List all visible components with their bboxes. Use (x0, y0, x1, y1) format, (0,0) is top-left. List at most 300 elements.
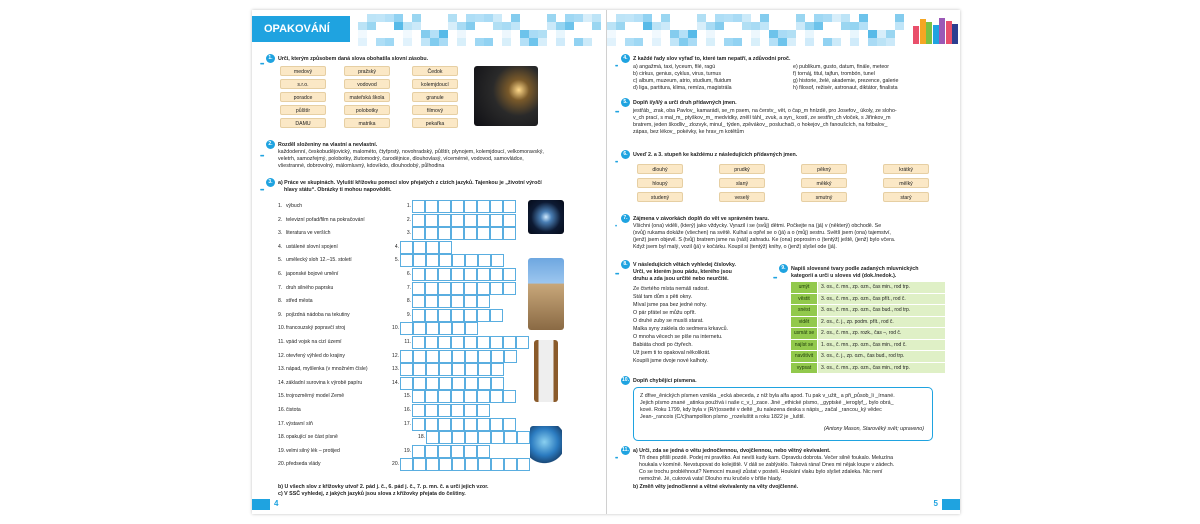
crossword-cell[interactable] (491, 254, 504, 267)
crossword-clue-number: 8. (278, 298, 283, 305)
table-row (791, 340, 945, 351)
word-chip: mělký (883, 178, 929, 188)
mosaic-tile (421, 38, 430, 46)
ex8-number: 8. (621, 260, 630, 269)
mosaic-tile (733, 14, 742, 22)
crossword-cell[interactable] (490, 268, 503, 281)
crossword-cell[interactable] (439, 377, 452, 390)
ex4-row: d) liga, partitura, klima, remíza, magistrála (633, 85, 732, 91)
mosaic-tile (592, 22, 601, 30)
crossword-row-number: 15. (404, 393, 411, 400)
sentence-line: Už jsem ti to opakoval několikrát. (633, 350, 711, 356)
crossword-cell[interactable] (503, 227, 516, 240)
ex5-number: 5. (621, 98, 630, 107)
mosaic-tile (679, 38, 688, 46)
book-spine (933, 25, 939, 44)
crossword-cell[interactable] (465, 363, 478, 376)
verb-cell: umýt (791, 282, 817, 293)
mosaic-tile (430, 38, 439, 46)
crossword-clue-number: 1. (278, 203, 283, 209)
mosaic-tile (403, 38, 412, 46)
crossword-cell[interactable] (478, 254, 491, 267)
mosaic-tile (385, 14, 394, 22)
crossword-cell[interactable] (451, 227, 464, 240)
crossword-cell[interactable] (425, 336, 438, 349)
mosaic-tile (643, 14, 652, 22)
crossword-cell[interactable] (412, 445, 425, 458)
ex11-number: 11. (622, 447, 629, 453)
mosaic-tile (886, 30, 895, 38)
category-cell: 3. os., č. mn., zp. ozn., čas přít., rod č. (818, 294, 945, 305)
crossword-cell[interactable] (451, 390, 464, 403)
crossword-cell[interactable] (400, 254, 413, 267)
crossword-cell[interactable] (490, 390, 503, 403)
crossword-cell[interactable] (504, 431, 517, 444)
crossword-cell[interactable] (438, 404, 451, 417)
crossword-cell[interactable] (464, 309, 477, 322)
mosaic-tile (796, 22, 805, 30)
crossword-cell[interactable] (452, 322, 465, 335)
crossword-cell[interactable] (491, 363, 504, 376)
crossword-cell[interactable] (490, 309, 503, 322)
mosaic-tile (547, 22, 556, 30)
gothic-cathedral-photo (528, 258, 564, 330)
crossword-clue-number: 9. (278, 311, 283, 318)
verb-cell: vypsat (791, 363, 817, 374)
ex6-number: 6. (621, 150, 630, 159)
crossword-clue: pojízdná nádoba na tekutiny (286, 311, 350, 318)
crossword-cell[interactable] (465, 431, 478, 444)
crossword-clue: televizní pořad/film na pokračování (286, 216, 365, 223)
crossword-cell[interactable] (425, 268, 438, 281)
crossword-cell[interactable] (452, 363, 465, 376)
crossword-cell[interactable] (452, 377, 465, 390)
book-spine (913, 26, 919, 44)
guillotine-photo (534, 340, 558, 402)
crossword-cell[interactable] (400, 363, 413, 376)
crossword-cell[interactable] (464, 227, 477, 240)
crossword-cell[interactable] (412, 309, 425, 322)
crossword-cell[interactable] (451, 214, 464, 227)
ex8-title: V následujících větách vyhledej číslovky. (633, 262, 736, 268)
difficulty-dots: • (615, 224, 617, 230)
crossword-cell[interactable] (477, 282, 490, 295)
mosaic-tile (493, 14, 502, 22)
crossword-cell[interactable] (451, 336, 464, 349)
crossword-clue-number: 13. (278, 366, 286, 373)
crossword-cell[interactable] (439, 458, 452, 471)
crossword-cell[interactable] (503, 200, 516, 213)
difficulty-dots: •• (615, 64, 618, 70)
crossword-cell[interactable] (412, 214, 425, 227)
ex11-line: nemožné. Jé, cukrová vata! Dlouho mu kručelo v břiše hlady. (639, 476, 782, 482)
crossword-cell[interactable] (413, 241, 426, 254)
category-cell: 1. os., č. mn., zp. ozn., čas min., rod č. (818, 340, 945, 351)
mosaic-tile (547, 14, 556, 22)
crossword-cell[interactable] (438, 282, 451, 295)
crossword-row-number: 19. (404, 447, 411, 454)
category-cell: 3. os., č. mn., zp. ozn., čas min., rod trp. (818, 363, 945, 374)
mosaic-tile (697, 22, 706, 30)
crossword-clue: trojrozměrný model Země (286, 393, 345, 400)
mosaic-tile (475, 38, 484, 46)
mosaic-tile (403, 30, 412, 38)
crossword-row-number: 14. (392, 379, 399, 386)
crossword-cell[interactable] (464, 336, 477, 349)
crossword-cell[interactable] (478, 363, 491, 376)
mosaic-tile (751, 30, 760, 38)
crossword-cell[interactable] (503, 336, 516, 349)
crossword-cell[interactable] (438, 200, 451, 213)
mosaic-tile (895, 22, 904, 30)
crossword-cell[interactable] (425, 200, 438, 213)
crossword-cell[interactable] (464, 390, 477, 403)
crossword-cell[interactable] (503, 268, 516, 281)
mosaic-tile (787, 38, 796, 46)
difficulty-dots: ••• (615, 272, 619, 278)
mosaic-tile (556, 22, 565, 30)
crossword-cell[interactable] (412, 336, 425, 349)
crossword-cell[interactable] (413, 458, 426, 471)
crossword-cell[interactable] (412, 227, 425, 240)
crossword-clue: ustálené slovní spojení (286, 243, 338, 250)
crossword-cell[interactable] (477, 404, 490, 417)
sentence-line: Koupili jsme dvoje nové kalhoty. (633, 358, 708, 364)
ex11-line: Tři dnes přišli pozdě. Podej mi pravítko. Asi nevíš kudy kam. Opravdu dobrota. Večer silně foukalo. Meluzína (639, 455, 894, 461)
crossword-cell[interactable] (465, 350, 478, 363)
mosaic-tile (850, 22, 859, 30)
crossword-cell[interactable] (439, 254, 452, 267)
crossword-cell[interactable] (516, 336, 529, 349)
mosaic-tile (652, 38, 661, 46)
ex1-title: Urči, kterým způsobem daná slova obohatila slovní zásobu. (278, 56, 429, 62)
ex11-line: Co se trochu probléhnout? Nemocní musejí zůstat v posteli. Houkání vlaku bylo slyšet zdaleka. Nic není (639, 469, 883, 475)
crossword-row-number: 7. (406, 284, 411, 291)
crossword-cell[interactable] (412, 390, 425, 403)
crossword-cell[interactable] (517, 431, 530, 444)
crossword-cell[interactable] (412, 200, 425, 213)
crossword-cell[interactable] (425, 404, 438, 417)
crossword-clue: předseda vlády (286, 461, 321, 468)
crossword-cell[interactable] (478, 350, 491, 363)
crossword-cell[interactable] (426, 254, 439, 267)
crossword-cell[interactable] (425, 390, 438, 403)
crossword-cell[interactable] (503, 282, 516, 295)
sentence-line: O druhé zuby se musíš starat. (633, 318, 704, 324)
word-chip: měkký (801, 178, 847, 188)
crossword-cell[interactable] (477, 418, 490, 431)
film-projector-photo (474, 66, 538, 126)
crossword-cell[interactable] (503, 214, 516, 227)
mosaic-tile (574, 14, 583, 22)
mosaic-tile (556, 30, 565, 38)
crossword-cell[interactable] (413, 322, 426, 335)
crossword-clue-number: 20. (278, 461, 286, 468)
verb-cell: usmát se (791, 328, 817, 339)
crossword-cell[interactable] (451, 309, 464, 322)
crossword-cell[interactable] (464, 418, 477, 431)
mosaic-tile (448, 14, 457, 22)
word-chip: mateřská škola (344, 92, 390, 102)
ex5-line: bratrem, jeden škodliv_ zlozvyk, minul_ týden, zpěvákov_ posluchači, o hokejov_ch fanoušcích, na fotbalov_ (633, 122, 888, 128)
crossword-cell[interactable] (439, 322, 452, 335)
crossword-cell[interactable] (425, 282, 438, 295)
crossword-cell[interactable] (438, 336, 451, 349)
mosaic-tile (877, 30, 886, 38)
word-chip: hloupý (637, 178, 683, 188)
crossword-cell[interactable] (413, 377, 426, 390)
ex3-title: a) Práce ve skupinách. Vyluští křížovku pomocí slov přejatých z cizích jazyků. Tajenkou je „životní výročí (278, 180, 542, 186)
mosaic-tile (832, 14, 841, 22)
crossword-cell[interactable] (477, 227, 490, 240)
crossword-cell[interactable] (425, 445, 438, 458)
mosaic-tile (493, 22, 502, 30)
mosaic-tile (466, 14, 475, 22)
crossword-cell[interactable] (451, 282, 464, 295)
verb-cell: snést (791, 305, 817, 316)
mosaic-tile (412, 22, 421, 30)
crossword-cell[interactable] (426, 241, 439, 254)
crossword-cell[interactable] (464, 445, 477, 458)
crossword-cell[interactable] (503, 390, 516, 403)
crossword-cell[interactable] (412, 295, 425, 308)
ex4-row: c) album, muzeum, atrio, studium, fluidum (633, 78, 732, 84)
crossword-cell[interactable] (490, 200, 503, 213)
mosaic-tile (760, 22, 769, 30)
mosaic-tile (733, 38, 742, 46)
crossword-cell[interactable] (400, 241, 413, 254)
word-chip: smutný (801, 192, 847, 202)
crossword-cell[interactable] (400, 458, 413, 471)
crossword-cell[interactable] (426, 377, 439, 390)
crossword-row-number: 5. (394, 257, 399, 264)
crossword-row-number: 2. (406, 216, 411, 223)
crossword-cell[interactable] (517, 458, 530, 471)
crossword-cell[interactable] (425, 309, 438, 322)
crossword-cell[interactable] (412, 404, 425, 417)
crossword-clue-number: 10. (278, 325, 286, 332)
ex5-line: zápas, bez lékov_ pokévky, ke hrav_m kotětům (633, 129, 744, 135)
crossword-cell[interactable] (464, 295, 477, 308)
crossword-cell[interactable] (464, 404, 477, 417)
crossword-cell[interactable] (412, 268, 425, 281)
crossword-cell[interactable] (451, 268, 464, 281)
crossword-clue-number: 19. (278, 447, 286, 454)
crossword-cell[interactable] (477, 336, 490, 349)
crossword-cell[interactable] (426, 350, 439, 363)
table-row (791, 351, 945, 362)
crossword-cell[interactable] (504, 350, 517, 363)
mosaic-tile (430, 30, 439, 38)
crossword-cell[interactable] (400, 377, 413, 390)
word-chip: s.r.o. (280, 79, 326, 89)
crossword-cell[interactable] (477, 214, 490, 227)
word-chip: studený (637, 192, 683, 202)
mosaic-tile (538, 38, 547, 46)
mosaic-tile (841, 14, 850, 22)
crossword-cell[interactable] (478, 458, 491, 471)
ex2-title: Rozděl složeniny na vlastní a nevlastní. (278, 142, 378, 148)
mosaic-tile (670, 30, 679, 38)
crossword-cell[interactable] (451, 418, 464, 431)
crossword-cell[interactable] (439, 350, 452, 363)
mosaic-tile (616, 14, 625, 22)
book-spine (920, 19, 926, 44)
crossword-cell[interactable] (426, 322, 439, 335)
crossword-clue-number: 4. (278, 243, 283, 250)
crossword-cell[interactable] (426, 363, 439, 376)
ex3-part-c: c) V SSČ vyhledej, z jakých jazyků jsou slova z křížovky přejata do češtiny. (278, 491, 466, 497)
mosaic-tile (895, 14, 904, 22)
mosaic-tile (484, 14, 493, 22)
crossword-cell[interactable] (464, 214, 477, 227)
crossword-cell[interactable] (465, 254, 478, 267)
crossword-cell[interactable] (438, 445, 451, 458)
crossword-cell[interactable] (439, 363, 452, 376)
crossword-cell[interactable] (426, 431, 439, 444)
mosaic-tile (868, 38, 877, 46)
crossword-cell[interactable] (439, 431, 452, 444)
table-row (791, 328, 945, 339)
crossword-clue-number: 16. (278, 407, 286, 413)
ex2-line: každodenní, českobudějovický, malométo, čtyřprstý, novohradský, půlštír, plynojem, kolemjdoucí, velkomoravský, (278, 149, 544, 155)
mosaic-tile (832, 38, 841, 46)
ex2-line: všestranné, dobrovolný, málomluvný, kdovíkdo, dlouhodobý, půlhodina (278, 163, 445, 169)
crossword-cell[interactable] (477, 268, 490, 281)
crossword-cell[interactable] (425, 295, 438, 308)
sentence-line: Malka syny zaklela do sedmera krkavců. (633, 326, 729, 332)
crossword-cell[interactable] (438, 227, 451, 240)
mosaic-tile (724, 14, 733, 22)
crossword-cell[interactable] (503, 418, 516, 431)
mosaic-tile (358, 30, 367, 38)
crossword-cell[interactable] (452, 350, 465, 363)
crossword-cell[interactable] (400, 350, 413, 363)
crossword-cell[interactable] (477, 390, 490, 403)
mosaic-tile (688, 38, 697, 46)
crossword-cell[interactable] (490, 214, 503, 227)
category-cell: 3. os., č. mn., zp. ozn., čas bud., rod trp. (818, 305, 945, 316)
crossword-row-number: 18. (418, 434, 425, 441)
crossword-cell[interactable] (425, 418, 438, 431)
crossword-cell[interactable] (451, 404, 464, 417)
crossword-cell[interactable] (478, 431, 491, 444)
crossword-cell[interactable] (438, 418, 451, 431)
mosaic-tile (643, 22, 652, 30)
crossword-row-number: 4. (394, 243, 399, 250)
mosaic-tile (706, 22, 715, 30)
crossword-cell[interactable] (412, 282, 425, 295)
crossword-cell[interactable] (478, 377, 491, 390)
word-chip: matrika (344, 118, 390, 128)
crossword-cell[interactable] (425, 214, 438, 227)
crossword-cell[interactable] (413, 363, 426, 376)
mosaic-tile (886, 38, 895, 46)
word-chip: pěkný (801, 164, 847, 174)
crossword-cell[interactable] (504, 458, 517, 471)
crossword-cell[interactable] (452, 254, 465, 267)
crossword-cell[interactable] (426, 458, 439, 471)
quote-line: kové. Roku 1799, kdy byla v (R/r)ossetté v deltě _ilu nalezena deska s nápis_, začal _rancou_ký vědec (640, 407, 882, 413)
crossword-clue-number: 12. (278, 352, 286, 359)
crossword-cell[interactable] (425, 227, 438, 240)
crossword-cell[interactable] (413, 350, 426, 363)
crossword-cell[interactable] (452, 458, 465, 471)
word-chip: vodovod (344, 79, 390, 89)
crossword-cell[interactable] (439, 241, 452, 254)
crossword-cell[interactable] (438, 214, 451, 227)
mosaic-tile (358, 22, 367, 30)
crossword-cell[interactable] (412, 418, 425, 431)
word-chip: polobotky (344, 105, 390, 115)
word-chip: slaný (719, 178, 765, 188)
crossword-clue-number: 15. (278, 393, 286, 400)
crossword-cell[interactable] (438, 390, 451, 403)
crossword-cell[interactable] (491, 377, 504, 390)
crossword-cell[interactable] (452, 431, 465, 444)
ex6-title: Uveď 2. a 3. stupeň ke každému z následujících přídavných jmen. (633, 152, 798, 158)
crossword-cell[interactable] (438, 268, 451, 281)
crossword-cell[interactable] (477, 309, 490, 322)
crossword-cell[interactable] (477, 295, 490, 308)
table-row (791, 282, 945, 293)
crossword-cell[interactable] (451, 200, 464, 213)
word-chip: krátký (883, 164, 929, 174)
mosaic-tile (679, 30, 688, 38)
mosaic-tile (751, 38, 760, 46)
quote-line: Jejich písmo znané _atinka používá i naše c_v_l_zace. Jiné _ethické písmo, _gyptské _ieroglyf_, bylo obrá_ (640, 400, 894, 406)
crossword-cell[interactable] (490, 227, 503, 240)
crossword-cell[interactable] (477, 200, 490, 213)
mosaic-tile (670, 38, 679, 46)
crossword-cell[interactable] (477, 445, 490, 458)
mosaic-tile (565, 22, 574, 30)
crossword-cell[interactable] (465, 458, 478, 471)
mosaic-tile (556, 38, 565, 46)
crossword-cell[interactable] (464, 282, 477, 295)
crossword-cell[interactable] (491, 431, 504, 444)
mosaic-tile (805, 22, 814, 30)
crossword-cell[interactable] (438, 295, 451, 308)
word-chip: granule (412, 92, 458, 102)
mosaic-tile (520, 30, 529, 38)
crossword-cell[interactable] (490, 336, 503, 349)
crossword-cell[interactable] (413, 254, 426, 267)
crossword-row-number: 1. (406, 203, 411, 209)
crossword-cell[interactable] (451, 295, 464, 308)
crossword-cell[interactable] (438, 309, 451, 322)
mosaic-tile (592, 14, 601, 22)
crossword-cell[interactable] (464, 200, 477, 213)
crossword-cell[interactable] (490, 282, 503, 295)
crossword-clue-number: 2. (278, 216, 283, 223)
ex4-row: f) tornáj, titul, tajfun, trombón, tunel (793, 71, 875, 77)
crossword-cell[interactable] (491, 350, 504, 363)
crossword-cell[interactable] (491, 458, 504, 471)
crossword-cell[interactable] (490, 418, 503, 431)
crossword-cell[interactable] (464, 268, 477, 281)
crossword-cell[interactable] (451, 445, 464, 458)
crossword-clue-number: 18. (278, 434, 286, 441)
crossword-cell[interactable] (400, 322, 413, 335)
mosaic-tile (778, 38, 787, 46)
left-page (252, 10, 606, 514)
crossword-clue-number: 5. (278, 257, 283, 264)
crossword-cell[interactable] (465, 322, 478, 335)
crossword-cell[interactable] (465, 377, 478, 390)
mosaic-tile (805, 38, 814, 46)
difficulty-dots: •• (615, 160, 618, 166)
